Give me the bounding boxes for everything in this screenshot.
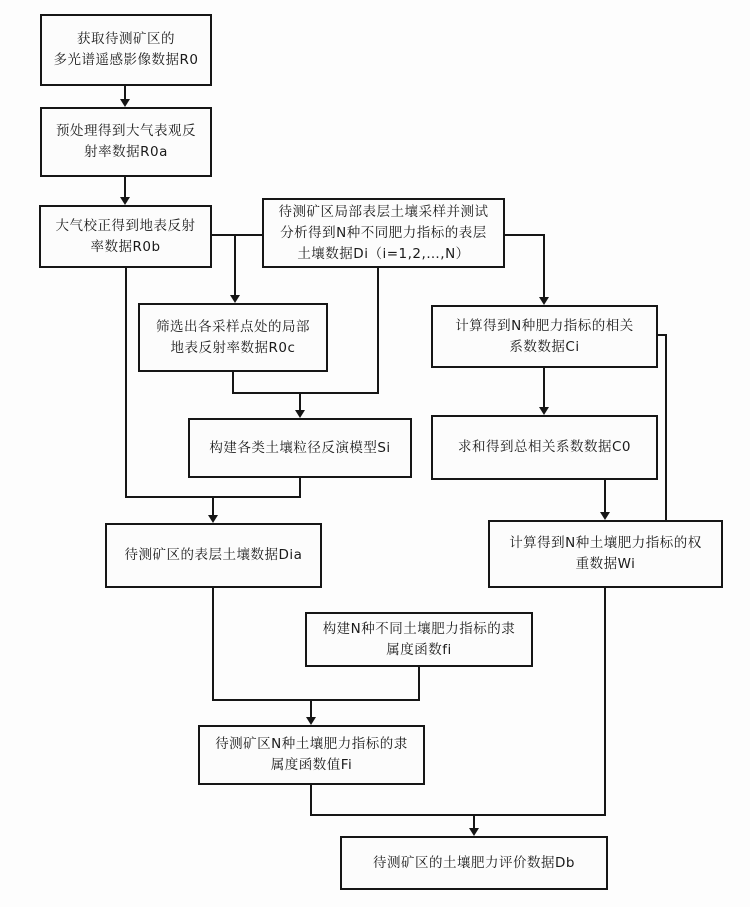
edge-line — [665, 334, 667, 520]
edge-line — [418, 667, 420, 701]
node-inversion-model-si: 构建各类土壤粒径反演模型Si — [188, 418, 412, 478]
edge-line — [299, 392, 301, 412]
node-membership-values-fi: 待测矿区N种土壤肥力指标的隶 属度函数值Fi — [198, 725, 425, 785]
edge-arrowhead — [600, 512, 610, 520]
edge-line — [125, 268, 127, 498]
node-surface-soil-data-dia: 待测矿区的表层土壤数据Dia — [105, 523, 322, 588]
edge-line — [473, 814, 475, 829]
edge-line — [543, 368, 545, 408]
edge-arrowhead — [230, 295, 240, 303]
edge-line — [543, 236, 545, 298]
edge-line — [310, 814, 606, 816]
edge-line — [310, 699, 312, 719]
edge-line — [212, 699, 420, 701]
node-total-correlation-c0: 求和得到总相关系数数据C0 — [431, 415, 658, 480]
edge-line — [232, 372, 234, 394]
edge-line — [124, 177, 126, 199]
node-weight-data-wi: 计算得到N种土壤肥力指标的权 重数据Wi — [488, 520, 723, 588]
node-apparent-reflectance-r0a: 预处理得到大气表观反 射率数据R0a — [40, 107, 212, 177]
edge-line — [211, 234, 263, 236]
edge-line — [310, 785, 312, 816]
edge-line — [377, 268, 379, 394]
node-multispectral-image-r0: 获取待测矿区的 多光谱遥感影像数据R0 — [40, 14, 212, 86]
edge-arrowhead — [539, 297, 549, 305]
edge-arrowhead — [120, 197, 130, 205]
edge-arrowhead — [469, 828, 479, 836]
edge-line — [232, 392, 379, 394]
node-membership-function-fi: 构建N种不同土壤肥力指标的隶 属度函数fi — [305, 612, 533, 667]
edge-arrowhead — [120, 99, 130, 107]
node-correlation-coefficients-ci: 计算得到N种肥力指标的相关 系数数据Ci — [431, 305, 658, 368]
edge-arrowhead — [306, 717, 316, 725]
edge-arrowhead — [208, 515, 218, 523]
edge-line — [212, 496, 214, 516]
edge-line — [604, 588, 606, 816]
edge-line — [604, 480, 606, 513]
node-surface-reflectance-r0b: 大气校正得到地表反射 率数据R0b — [39, 205, 212, 268]
edge-line — [299, 478, 301, 498]
node-local-reflectance-r0c: 筛选出各采样点处的局部 地表反射率数据R0c — [138, 303, 328, 372]
edge-line — [212, 588, 214, 701]
edge-arrowhead — [295, 410, 305, 418]
edge-line — [234, 236, 236, 296]
edge-arrowhead — [539, 407, 549, 415]
node-soil-sampling-di: 待测矿区局部表层土壤采样并测试 分析得到N种不同肥力指标的表层 土壤数据Di（i=1,2,…,N） — [262, 198, 505, 268]
node-fertility-evaluation-db: 待测矿区的土壤肥力评价数据Db — [340, 836, 608, 890]
edge-line — [505, 234, 545, 236]
